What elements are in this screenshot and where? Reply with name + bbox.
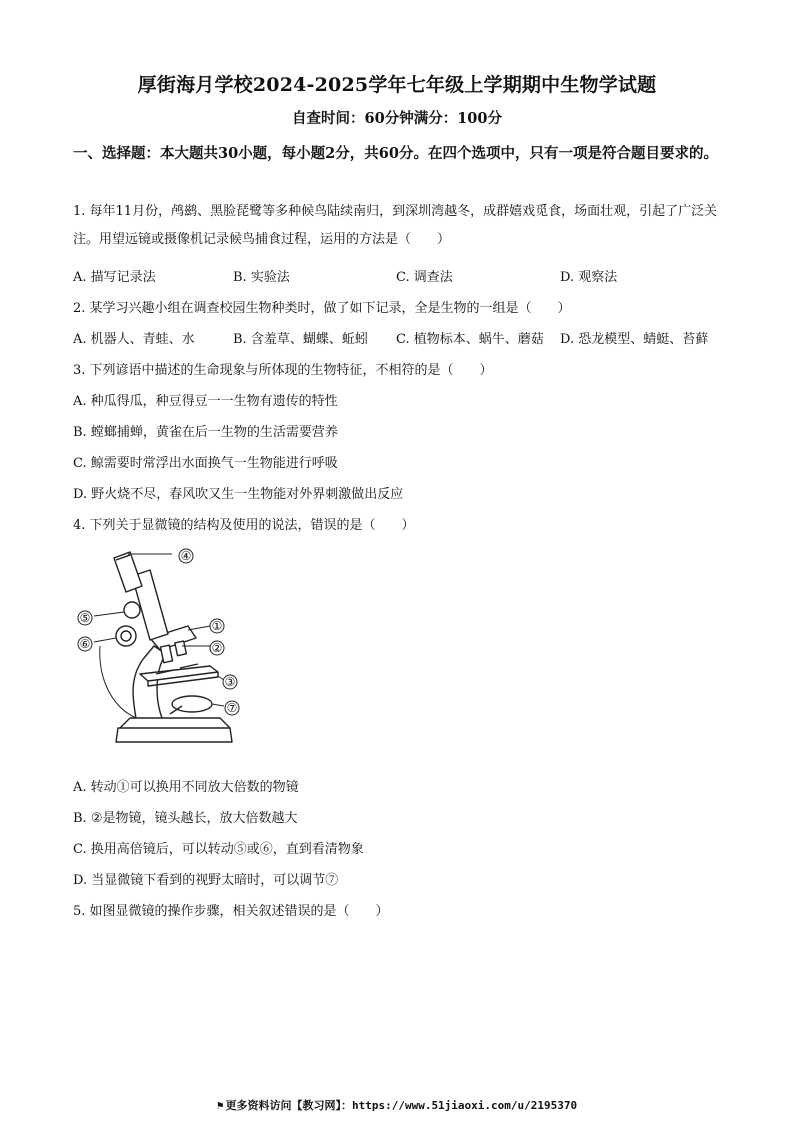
q4-option-a[interactable]: A. 转动①可以换用不同放大倍数的物镜: [73, 780, 299, 795]
q3-option-a[interactable]: A. 种瓜得瓜，种豆得豆一一生物有遗传的特性: [73, 394, 338, 409]
label-5: ⑤: [79, 611, 91, 625]
q4-option-b[interactable]: B. ②是物镜，镜头越长，放大倍数越大: [73, 811, 298, 826]
q2-option-c[interactable]: C. 植物标本、蜗牛、蘑菇: [396, 332, 544, 347]
q4-option-c[interactable]: C. 换用高倍镜后，可以转动⑤或⑥，直到看清物象: [73, 842, 364, 857]
q1-option-a[interactable]: A. 描写记录法: [73, 270, 156, 285]
label-2: ②: [211, 641, 223, 655]
exam-subtitle: 自查时间：60分钟满分：100分: [292, 110, 502, 127]
q2-option-a[interactable]: A. 机器人、青蛙、水: [73, 332, 195, 347]
question-1-stem: 1. 每年11月份，鸬鹚、黑脸琵鹭等多种候鸟陆续南归，到深圳湾越冬，成群嬉戏觅食，场面壮观，引起了广泛关注。用望远镜或摄像机记录候鸟捕食过程，运用的方法是（ ）: [73, 204, 718, 247]
flag-icon: ⚑: [216, 1099, 224, 1112]
q3-option-b[interactable]: B. 螳螂捕蝉，黄雀在后一生物的生活需要营养: [73, 425, 338, 440]
q1-option-c[interactable]: C. 调查法: [396, 270, 453, 285]
exam-title: 厚街海月学校2024-2025学年七年级上学期期中生物学试题: [137, 74, 657, 96]
q2-option-b[interactable]: B. 含羞草、蝴蝶、蚯蚓: [233, 332, 368, 347]
label-3: ③: [224, 675, 236, 689]
q3-option-d[interactable]: D. 野火烧不尽，春风吹又生一生物能对外界刺激做出反应: [73, 487, 404, 502]
q2-option-d[interactable]: D. 恐龙模型、蜻蜓、苔藓: [560, 332, 709, 347]
question-5-stem: 5. 如图显微镜的操作步骤，相关叙述错误的是（ ）: [73, 904, 389, 919]
footer-link[interactable]: [0, 1097, 794, 1113]
question-4-stem: 4. 下列关于显微镜的结构及使用的说法，错误的是（ ）: [73, 518, 415, 533]
q3-option-c[interactable]: C. 鲸需要时常浮出水面换气一生物能进行呼吸: [73, 456, 338, 471]
question-3-stem: 3. 下列谚语中描述的生命现象与所体现的生物特征，不相符的是（ ）: [73, 363, 493, 378]
q1-option-d[interactable]: D. 观察法: [560, 270, 618, 285]
question-2-stem: 2. 某学习兴趣小组在调查校园生物种类时，做了如下记录，全是生物的一组是（ ）: [73, 301, 571, 316]
section-heading: 一、选择题：本大题共30小题，每小题2分，共60分。在四个选项中，只有一项是符合题目要求的。: [73, 145, 718, 162]
q1-option-b[interactable]: B. 实验法: [233, 270, 290, 285]
microscope-diagram: [70, 546, 260, 758]
label-7: ⑦: [226, 701, 238, 715]
label-6: ⑥: [79, 637, 91, 651]
footer-text: 更多资料访问【教习网】：https://www.51jiaoxi.com/u/2195370: [225, 1099, 578, 1112]
label-1: ①: [211, 619, 223, 633]
q4-option-d[interactable]: D. 当显微镜下看到的视野太暗时，可以调节⑦: [73, 873, 339, 888]
label-4: ④: [180, 549, 192, 563]
